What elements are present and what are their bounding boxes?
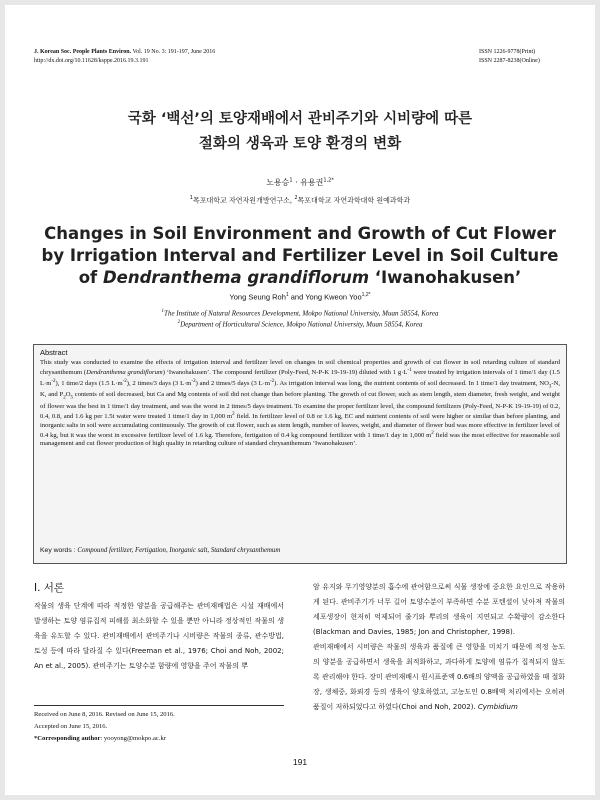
abstract-sup1: -1 <box>407 368 412 374</box>
english-affiliations <box>5 307 595 330</box>
abstract-species: Dendranthema grandiflorum <box>86 369 163 377</box>
abstract-sub2: 2 <box>63 395 66 401</box>
english-aff1-sup: 1 <box>161 309 165 314</box>
abstract-seg7: ). As irrigation interval was long, the nutrient contents of soil decreased. In 1 time/1 day treatment, NO <box>274 379 549 387</box>
abstract-sub3: 5 <box>70 395 73 401</box>
english-aff1-line <box>5 307 595 318</box>
korean-author1-sup: 1 <box>289 177 293 184</box>
english-aff2-line <box>5 318 595 329</box>
korean-aff2: 목포대학교 자연과학대학 원예과학과 <box>297 196 411 205</box>
page-number: 191 <box>292 757 308 767</box>
abstract-text <box>40 359 560 449</box>
abstract-seg11: field was the most effective for reasonable soil management and cut flower production of high quality in retarding culture of standard chrysanthemum ‘Iwanohakusen’. <box>40 432 561 448</box>
intro-paragraph1: 작물의 생육 단계에 따라 적정한 양분을 공급해주는 관비재배법은 시설 재배에서 발생하는 토양 염류집적 피해를 최소화할 수 있을 뿐만 아니라 정상적인 작물의 생육을 유도할 수 있다. 관비재배에서 관비주기나 시비량은 작물의 종류, 관수방법, 토성 등에 따라 달라질 수 있다(Freeman et al., 1976; Choi and Noh, 2002; An et al., 2005). 관비주기는 토양수분 함량에 영향을 주어 작물의 뿌 <box>34 602 284 670</box>
corresponding-label: *Corresponding author <box>34 735 101 742</box>
korean-title-line1: 국화 ‘백선’의 토양재배에서 관비주기와 시비량에 따른 <box>127 111 473 127</box>
journal-header <box>34 48 215 66</box>
abstract-seg6: ) and 2 times/5 days (3 L·m <box>195 379 270 387</box>
intro-paragraph-continued: 암 유지와 무기영양분의 흡수에 관여함으로써 식물 생장에 중요한 요인으로 작용하게 된다. 관비주기가 너무 길어 토양수분이 부족하면 수분 포텐셜이 낮아져 작물의 세포생장이 현저히 억제되어 줄기와 뿌리의 생육이 지연되고 수확량이 감소한다(Blackman and Davies, 1985; Jon and Christopher, 1998). <box>313 583 565 636</box>
issn-print: ISSN 1226-9778(Print) <box>479 49 536 55</box>
abstract-sub1: 3 <box>548 384 552 390</box>
abstract-seg2: ) ‘Iwanohakusen’. The compound fertilizer (Poly-Feed, N-P-K 19-19-19) diluted with 1 g·L <box>162 369 408 377</box>
abstract-seg10: field. In fertilizer level of 0.8 or 1.6 kg, EC and nutrient contents of soil were higher or similar than before planting, and inorganic salts in soil were accumulating continuously. The growth of cut flower, such as stem length, number of leaves, weight, and diameter of flower bud was more effective in fertilizer level of 0.4 kg, but it was the worst in excessive fertilizer level of 1.6 kg. Therefore, fertigation of 0.4 kg compound fertilizer with 1 time/1 day in 1,000 m <box>40 413 560 440</box>
korean-aff1-sup: 1 <box>189 195 193 201</box>
abstract-seg8: -N, K, and P <box>40 379 560 399</box>
body-left-column <box>34 599 284 674</box>
korean-author2-sup: 1,2* <box>323 177 334 184</box>
abstract-seg4: ), 1 time/2 days (1.5 L·m <box>55 379 123 387</box>
footnotes <box>34 709 284 745</box>
english-aff1: The Institute of Natural Resources Development, Mokpo National University, Muan 58554, Korea <box>164 309 439 318</box>
english-title-line1: Changes in Soil Environment and Growth of Cut Flower <box>44 224 556 243</box>
body-right-column <box>313 580 565 715</box>
received-date: Received on June 8, 2016. Revised on June 15, 2016. <box>34 711 175 718</box>
doi-link[interactable]: http://dx.doi.org/10.11628/ksppe.2016.19.3.191 <box>34 58 149 64</box>
english-title-line3-pre: of <box>78 268 103 287</box>
english-title-line3 <box>5 267 595 289</box>
corresponding-email[interactable]: : yooyong@mokpo.ac.kr <box>100 735 166 742</box>
abstract-sup2: -2 <box>51 378 56 384</box>
abstract-box <box>33 344 567 564</box>
issn-online: ISSN 2287-8238(Online) <box>479 58 540 64</box>
korean-aff2-sup: 2 <box>294 195 298 201</box>
abstract-seg8-mid: O <box>65 391 71 399</box>
keywords-label: Key words : <box>40 547 78 554</box>
abstract-sup6: 2 <box>232 412 235 418</box>
korean-author1: 노용승 <box>266 178 290 187</box>
volume-info: Vol. 19 No. 3: 191-197, June 2016 <box>132 49 216 55</box>
intro-genus: Cymbidium <box>477 703 518 711</box>
english-author1: Yong Seung Roh <box>229 292 286 302</box>
accepted-date: Accepted on June 15, 2016. <box>34 723 108 730</box>
korean-authors <box>5 177 595 188</box>
english-authors <box>5 292 595 302</box>
english-author2-sup: 1,2* <box>361 292 371 298</box>
korean-title <box>5 107 595 157</box>
abstract-seg5: ), 2 times/3 days (3 L·m <box>126 379 192 387</box>
abstract-seg1: This study was conducted to examine the effects of irrigation interval and fertilizer level on changes in soil chemical properties and growth of cut flower in soil retarding culture of standard chrysanthemum ( <box>40 359 560 377</box>
keywords-line <box>40 547 560 554</box>
korean-affiliations <box>5 195 595 205</box>
author-separator: · <box>292 178 301 187</box>
english-aff2: Department of Horticultural Science, Mokpo National University, Muan 58554, Korea <box>180 320 423 329</box>
english-author2: Yong Kweon Yoo <box>305 292 362 302</box>
corresponding-author <box>34 733 284 745</box>
korean-title-line2: 절화의 생육과 토양 환경의 변화 <box>198 136 402 152</box>
english-title-line3-post: ‘Iwanohakusen’ <box>369 268 522 287</box>
species-name: Dendranthema grandiflorum <box>102 268 370 287</box>
keywords-values: Compound fertilizer, Fertigation, Inorganic salt, Standard chrysanthemum <box>77 547 281 554</box>
english-aff2-sup: 2 <box>177 320 181 326</box>
english-author1-sup: 1 <box>285 292 289 298</box>
intro-paragraph2 <box>313 640 565 715</box>
footnote-divider <box>34 705 284 706</box>
author-and: and <box>288 292 306 302</box>
abstract-sup4: -2 <box>191 378 196 384</box>
abstract-sup5: -2 <box>269 378 275 384</box>
abstract-sup7: 2 <box>431 430 434 436</box>
korean-author2: 유용권 <box>300 178 324 187</box>
abstract-seg3: were treated by irrigation intervals of 1 time/1 day (1.5 L·m <box>40 369 560 387</box>
journal-name: J. Korean Soc. People Plants Environ. <box>34 49 132 55</box>
section-title-introduction: Ⅰ. 서론 <box>34 582 65 594</box>
english-title-line2: by Irrigation Interval and Fertilizer Level in Soil Culture <box>41 246 559 265</box>
issn-block <box>479 48 540 66</box>
abstract-label: Abstract <box>40 348 68 357</box>
paper-page <box>5 5 595 795</box>
abstract-seg9: contents of soil decreased, but Ca and Mg contents of soil did not change than before planting. The growth of cut flower, such as stem length, stem diameter, fresh weight, and weight of flower was the best in 1 time/1 day treatment, and was the worst in 2 times/5 days treatment. To examine the proper fertilizer level, the compound fertilizers (Poly-Feed, N-P-K 19-19-19) of 0.2, 0.4, 0.8, and 1.6 kg per 1.5t water were treated 1 time/1 day in 1,000 m <box>40 391 560 421</box>
intro-paragraph2-text: 관비재배에서 시비량은 작물의 생육과 품질에 큰 영향을 미치기 때문에 적정 농도의 양분을 공급하면서 생육을 최적화하고, 과다하게 토양에 염류가 집적되지 않도록 관리해야 한다. 장미 관비재배시 원시표준액 0.6배의 양액을 공급하였을 때 절화장, 생체중, 화뢰경 등의 생육이 양호하였고, 고농도인 0.8배액 처리에서는 오히려 품질이 저하되었다고 하였다(Choi and Noh, 2002). <box>313 643 565 711</box>
korean-aff1: 목포대학교 자연자원개발연구소, <box>192 196 293 205</box>
english-title <box>5 223 595 289</box>
abstract-sup3: -2 <box>122 378 127 384</box>
